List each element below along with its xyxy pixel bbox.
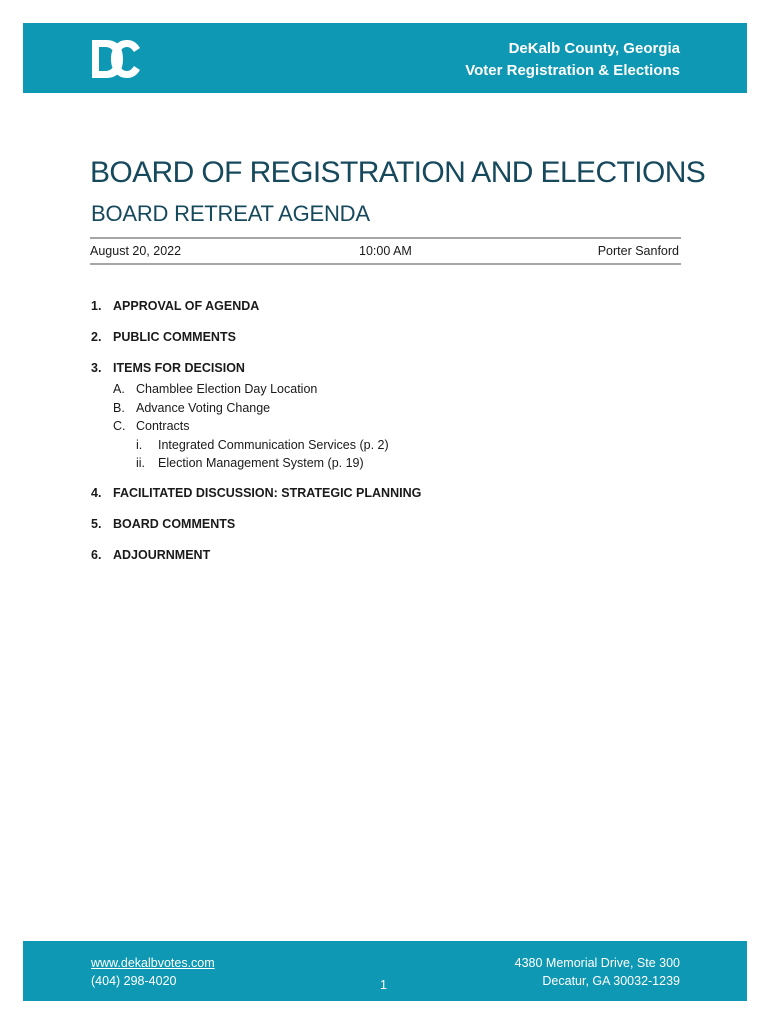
- decision-item-marker: C.: [113, 419, 126, 434]
- agenda-item: [90, 330, 681, 348]
- agenda-item: [90, 548, 681, 566]
- website-link[interactable]: www.dekalbvotes.com: [91, 956, 215, 970]
- decision-item-marker: A.: [113, 382, 125, 396]
- agenda-item-label: BOARD COMMENTS: [113, 516, 236, 531]
- agenda-item-number: 3.: [91, 361, 102, 375]
- phone-number: (404) 298-4020: [91, 974, 177, 988]
- meeting-location: Porter Sanford: [597, 244, 679, 258]
- meeting-time: 10:00 AM: [359, 244, 412, 258]
- agenda-item-label: APPROVAL OF AGENDA: [113, 299, 260, 313]
- contract-item-label: Election Management System (p. 19): [158, 456, 364, 471]
- contract-item-marker: i.: [136, 437, 143, 452]
- decision-item-marker: B.: [113, 400, 125, 415]
- agenda-item: [90, 361, 681, 379]
- agenda-item-number: 1.: [91, 299, 102, 313]
- org-name: [465, 38, 680, 82]
- decision-item: [90, 419, 681, 438]
- address-street: 4380 Memorial Drive, Ste 300: [514, 956, 680, 970]
- page-number: 1: [380, 978, 387, 992]
- footer-contact: [91, 954, 215, 990]
- contract-item-marker: ii.: [136, 456, 146, 471]
- decision-item-label: Chamblee Election Day Location: [136, 382, 318, 396]
- agenda-item-label: ADJOURNMENT: [113, 547, 211, 562]
- decision-item: [90, 382, 681, 401]
- contract-item-label: Integrated Communication Services (p. 2): [158, 437, 389, 452]
- decision-item-label: Advance Voting Change: [136, 400, 271, 415]
- address-city: Decatur, GA 30032-1239: [542, 974, 680, 988]
- agenda-item-number: 4.: [91, 485, 102, 500]
- agenda-item: [90, 517, 681, 535]
- meeting-info-bar: [90, 237, 681, 265]
- footer-address: [515, 954, 680, 990]
- org-county: DeKalb County, Georgia: [508, 40, 680, 57]
- agenda-list: [90, 299, 681, 566]
- agenda-item-label: PUBLIC COMMENTS: [113, 330, 236, 344]
- agenda-item-label: FACILITATED DISCUSSION: STRATEGIC PLANNING: [113, 485, 422, 500]
- document-subtitle: BOARD RETREAT AGENDA: [91, 201, 370, 226]
- agenda-item-number: 6.: [91, 547, 102, 562]
- agenda-item: [90, 486, 681, 504]
- agenda-item-label: ITEMS FOR DECISION: [113, 361, 245, 375]
- header-band: [23, 23, 747, 93]
- footer-band: [23, 941, 747, 1001]
- dekalb-logo: [90, 38, 142, 80]
- agenda-item: [90, 299, 681, 317]
- contract-item: [90, 456, 681, 475]
- contract-item: [90, 438, 681, 457]
- document-title: BOARD OF REGISTRATION AND ELECTIONS: [90, 156, 706, 189]
- decision-item: [90, 401, 681, 420]
- org-department: Voter Registration & Elections: [465, 62, 680, 79]
- meeting-date: August 20, 2022: [90, 244, 182, 258]
- agenda-item-number: 2.: [91, 330, 102, 344]
- agenda-item-number: 5.: [91, 516, 102, 531]
- decision-item-label: Contracts: [136, 419, 190, 434]
